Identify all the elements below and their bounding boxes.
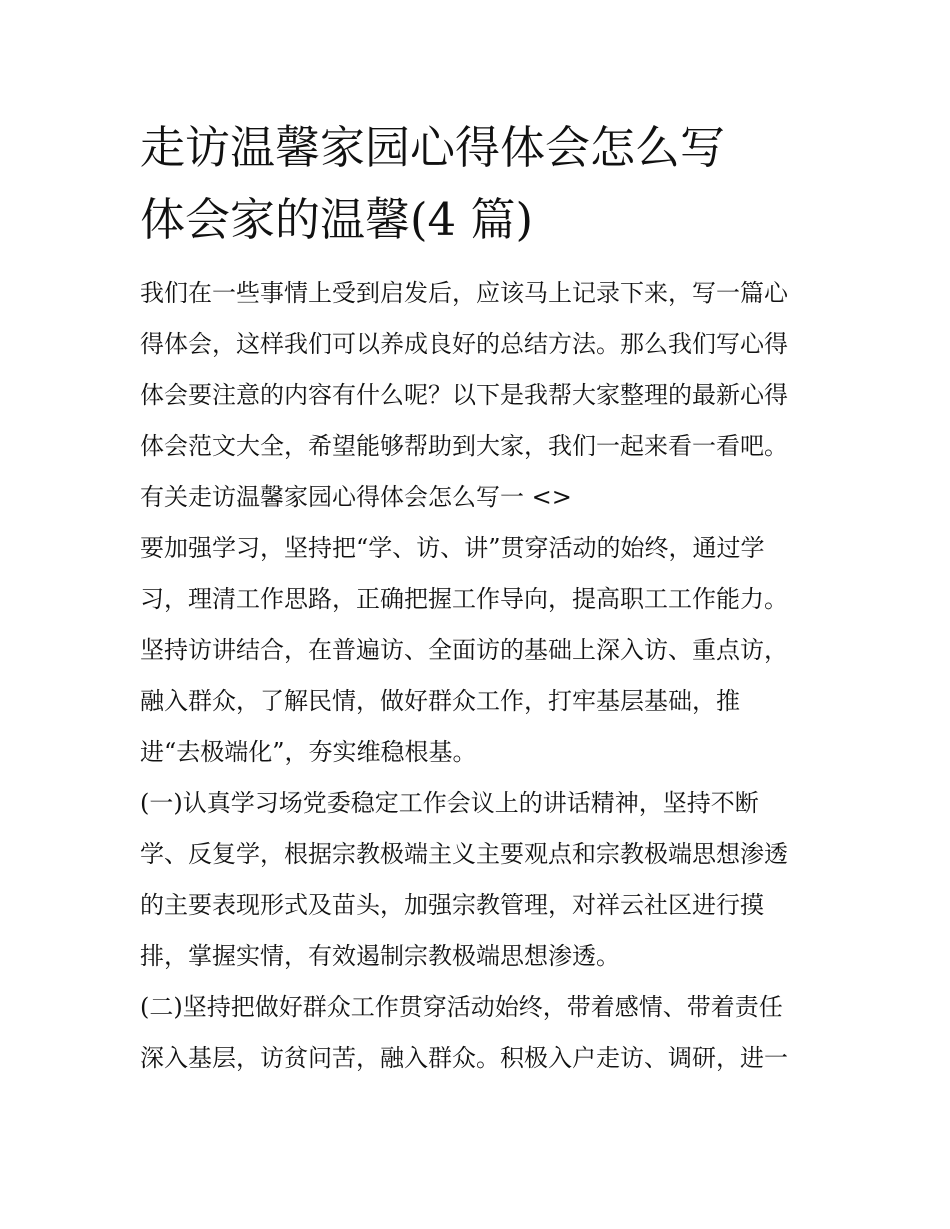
body-line: 学、反复学，根据宗教极端主义主要观点和宗教极端思想渗透 — [140, 840, 788, 868]
document-body — [140, 268, 820, 1084]
body-line: (二)坚持把做好群众工作贯穿活动始终，带着感情、带着责任 — [140, 993, 783, 1021]
body-line: 深入基层，访贫问苦，融入群众。积极入户走访、调研，进一 — [140, 1044, 788, 1072]
section-heading: 有关走访温馨家园心得体会怎么写一 <> — [140, 483, 572, 511]
body-line: 坚持访讲结合，在普遍访、全面访的基础上深入访、重点访， — [140, 636, 788, 664]
body-line: 体会要注意的内容有什么呢？以下是我帮大家整理的最新心得 — [140, 381, 788, 409]
body-line: 体会范文大全，希望能够帮助到大家，我们一起来看一看吧。 — [140, 432, 788, 460]
body-line: 的主要表现形式及苗头，加强宗教管理，对祥云社区进行摸 — [140, 891, 764, 919]
title-line-2: 体会家的温馨(4 篇) — [140, 193, 534, 246]
document-title — [140, 112, 820, 256]
body-line: 排，掌握实情，有效遏制宗教极端思想渗透。 — [140, 942, 620, 970]
body-line: 要加强学习，坚持把“学、访、讲”贯穿活动的始终，通过学 — [140, 534, 765, 562]
title-line-1: 走访温馨家园心得体会怎么写 — [140, 121, 726, 174]
body-line: 进“去极端化”，夯实维稳根基。 — [140, 738, 477, 766]
document-content — [140, 112, 820, 1084]
body-line: (一)认真学习场党委稳定工作会议上的讲话精神，坚持不断 — [140, 789, 759, 817]
body-line: 习，理清工作思路，正确把握工作导向，提高职工工作能力。 — [140, 585, 788, 613]
body-line: 得体会，这样我们可以养成良好的总结方法。那么我们写心得 — [140, 330, 788, 358]
body-line: 我们在一些事情上受到启发后，应该马上记录下来，写一篇心 — [140, 279, 788, 307]
body-line: 融入群众，了解民情，做好群众工作，打牢基层基础，推 — [140, 687, 740, 715]
